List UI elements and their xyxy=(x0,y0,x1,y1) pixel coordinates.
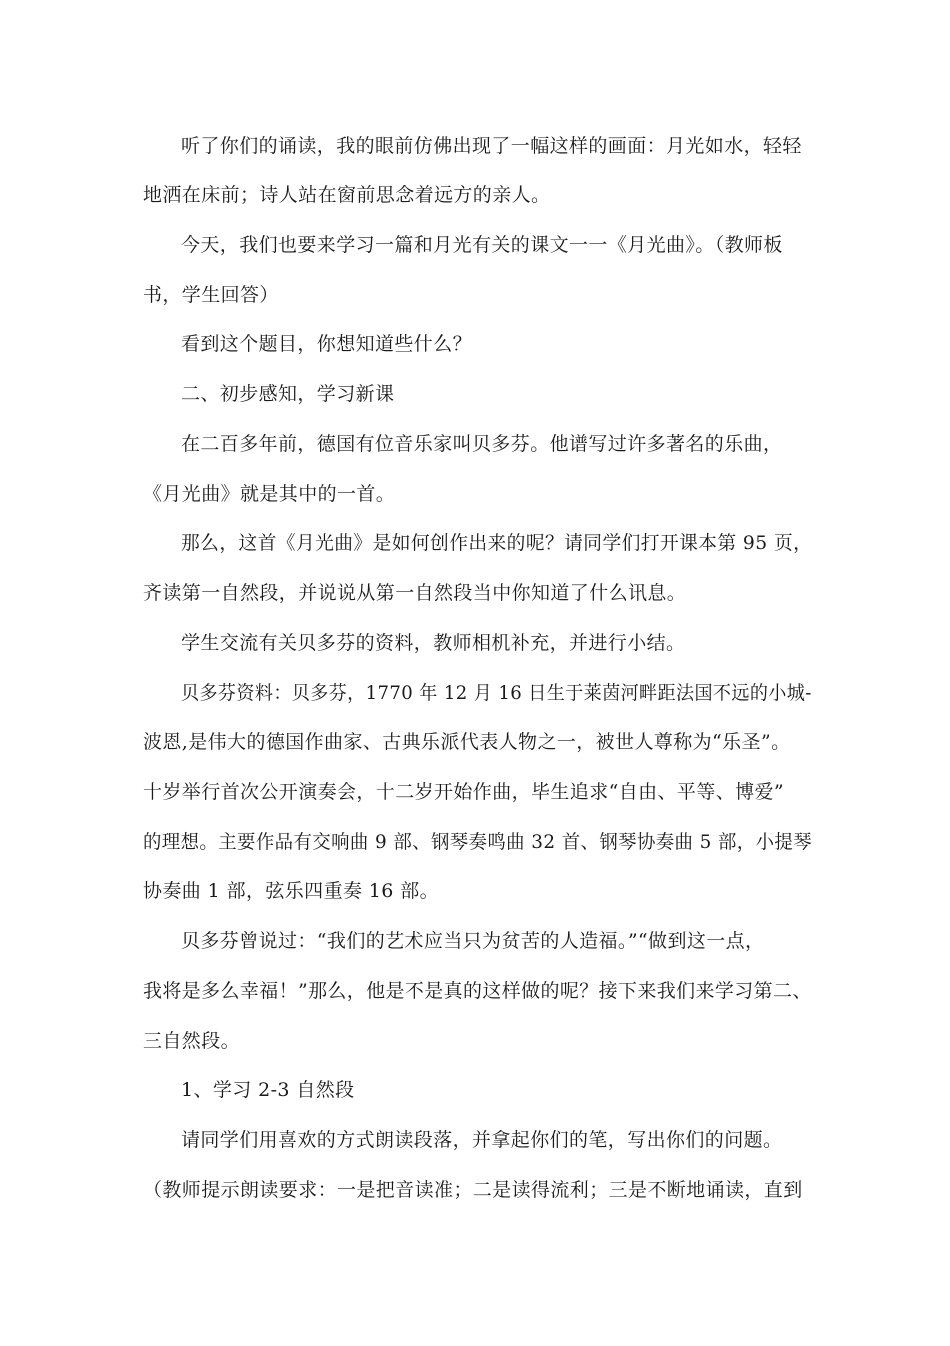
paragraph-line: 看到这个题目，你想知道些什么？ xyxy=(181,333,473,355)
paragraph-line: 十岁举行首次公开演奏会，十二岁开始作曲，毕生追求“自由、平等、博爱” xyxy=(143,781,785,803)
paragraph-line: 贝多芬曾说过：“我们的艺术应当只为贫苦的人造福。”“做到这一点， xyxy=(181,930,765,952)
section-heading: 二、初步感知，学习新课 xyxy=(181,383,395,405)
subsection-heading: 1、学习 2-3 自然段 xyxy=(181,1079,355,1101)
paragraph-line: 波恩,是伟大的德国作曲家、古典乐派代表人物之一，被世人尊称为“乐圣”。 xyxy=(143,731,791,753)
paragraph-line: 在二百多年前，德国有位音乐家叫贝多芬。他谱写过许多著名的乐曲， xyxy=(181,433,783,455)
paragraph-line: （教师提示朗读要求：一是把音读准；二是读得流利；三是不断地诵读，直到 xyxy=(143,1179,803,1201)
paragraph-line: 请同学们用喜欢的方式朗读段落，并拿起你们的笔，写出你们的问题。 xyxy=(181,1129,783,1151)
paragraph-line: 那么，这首《月光曲》是如何创作出来的呢？请同学们打开课本第 95 页， xyxy=(181,532,813,554)
paragraph-line: 我将是多么幸福！”那么，他是不是真的这样做的呢？接下来我们来学习第二、 xyxy=(143,980,812,1002)
paragraph-line: 今天，我们也要来学习一篇和月光有关的课文一一《月光曲》。（教师板 xyxy=(181,234,783,256)
paragraph-line: 书，学生回答） xyxy=(143,284,279,306)
paragraph-line: 地洒在床前；诗人站在窗前思念着远方的亲人。 xyxy=(143,184,551,206)
paragraph-line: 协奏曲 1 部，弦乐四重奏 16 部。 xyxy=(143,880,440,902)
paragraph-line: 的理想。主要作品有交响曲 9 部、钢琴奏鸣曲 32 首、钢琴协奏曲 5 部，小提琴 xyxy=(143,831,813,853)
paragraph-line: 三自然段。 xyxy=(143,1030,241,1052)
paragraph-line: 齐读第一自然段，并说说从第一自然段当中你知道了什么讯息。 xyxy=(143,582,687,604)
paragraph-line: 《月光曲》就是其中的一首。 xyxy=(143,483,396,505)
paragraph-line: 学生交流有关贝多芬的资料，教师相机补充，并进行小结。 xyxy=(181,632,686,654)
paragraph-line: 听了你们的诵读，我的眼前仿佛出现了一幅这样的画面：月光如水，轻轻 xyxy=(181,135,802,157)
paragraph-line: 贝多芬资料：贝多芬，1770 年 12 月 16 日生于莱茵河畔距法国不远的小城- xyxy=(181,682,812,704)
